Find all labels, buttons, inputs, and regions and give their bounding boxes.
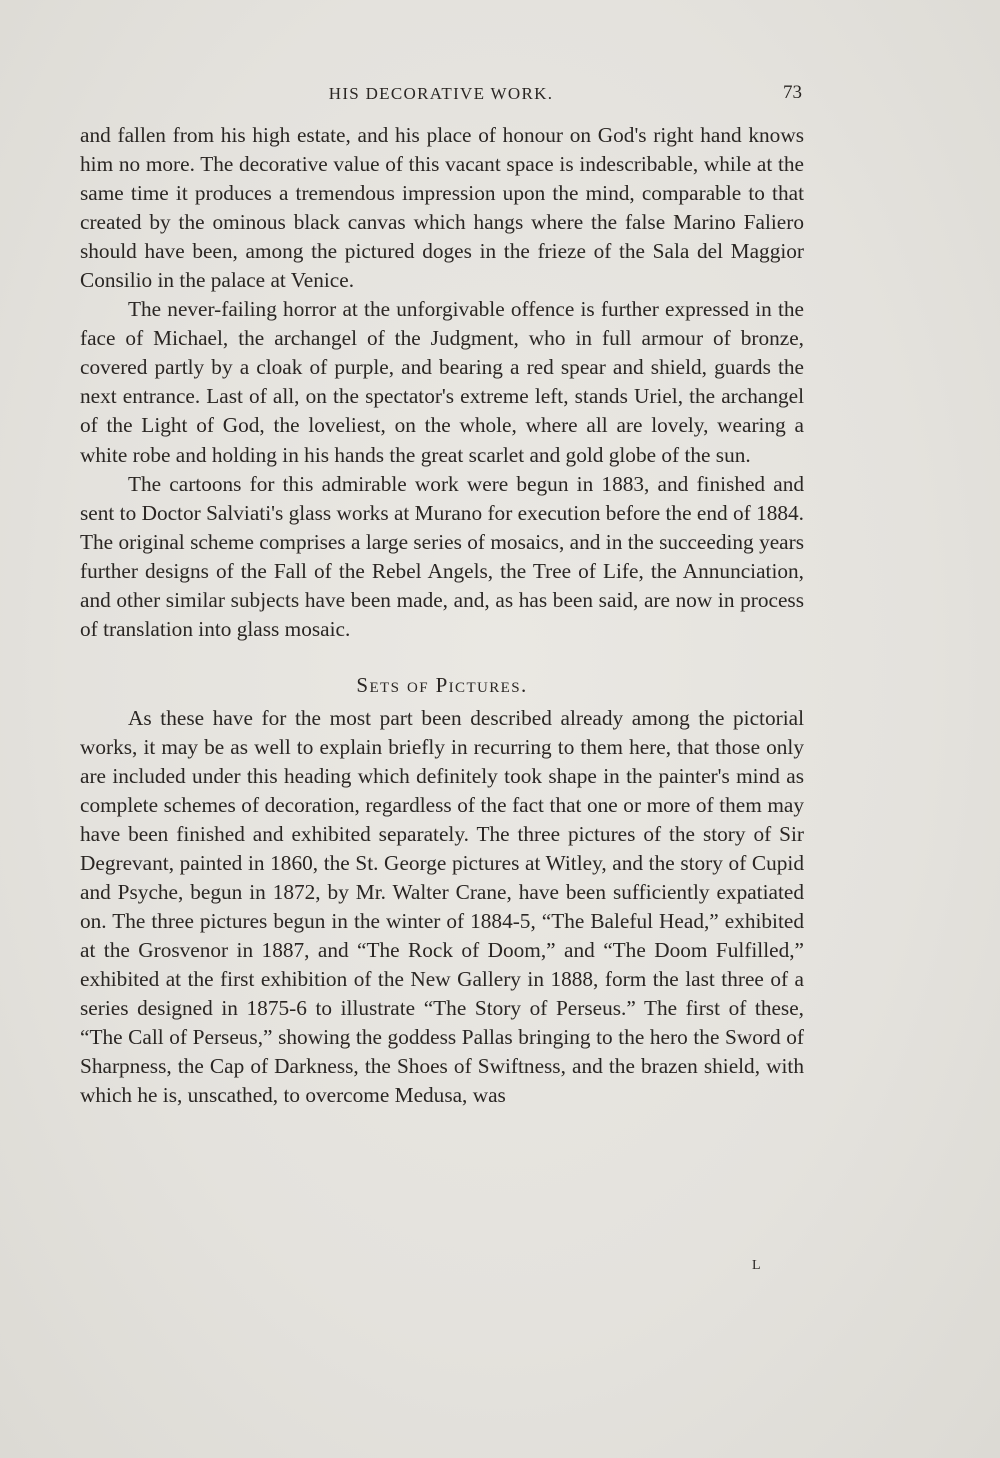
- paragraph-michael-uriel: The never-failing horror at the unforgivable offence is further expressed in the face of Michael, the archangel of the Judgment, who in full armour of bronze, covered partly by a cloak of purple, and bearing a red spear and shield, guards the next entrance. Last of all, on the spectator's extreme left, stands Uriel, the archangel of the Light of God, the loveliest, on the whole, where all are lovely, wearing a white robe and holding in his hands the great scarlet and gold globe of the sun.: [80, 297, 804, 467]
- running-head: [80, 80, 802, 110]
- paragraph-continuation: and fallen from his high estate, and his place of honour on God's right hand knows him no more. The decorative value of this vacant space is indescribable, while at the same time it produces a tremendous impression upon the mind, comparable to that created by the ominous black canvas which hangs where the false Marino Faliero should have been, among the pictured doges in the frieze of the Sala del Maggior Consilio in the palace at Venice.: [80, 123, 804, 293]
- running-title: HIS DECORATIVE WORK.: [328, 84, 554, 103]
- page-number: 73: [783, 82, 802, 103]
- paragraph-cartoons: The cartoons for this admirable work were begun in 1883, and finished and sent to Doctor Salviati's glass works at Murano for execution before the end of 1884. The original scheme comprises a large series of mosaics, and in the succeeding years further designs of the Fall of the Rebel Angels, the Tree of Life, the Annunciation, and other similar subjects have been made, and, as has been said, are now in process of translation into glass mosaic.: [80, 471, 804, 641]
- paragraph-sets-of-pictures: As these have for the most part been described already among the pictorial works, it may be as well to explain briefly in recurring to them here, that those only are included under this heading which definitely took shape in the painter's mind as complete schemes of decoration, regardless of the fact that one or more of them may have been finished and exhibited separately. The three pictures of the story of Sir Degrevant, painted in 1860, the St. George pictures at Witley, and the story of Cupid and Psyche, begun in 1872, by Mr. Walter Crane, have been sufficiently expatiated on. The three pictures begun in the winter of 1884-5, “The Baleful Head,” exhibited at the Grosvenor in 1887, and “The Rock of Doom,” and “The Doom Fulfilled,” exhibited at the first exhibition of the New Gallery in 1888, form the last three of a series designed in 1875-6 to illustrate “The Story of Perseus.” The first of these, “The Call of Perseus,” showing the goddess Pallas bringing to the hero the Sword of Sharpness, the Cap of Darkness, the Shoes of Swiftness, and the brazen shield, with which he is, unscathed, to overcome Medusa, was: [80, 705, 804, 1108]
- signature-mark: L: [752, 1258, 762, 1273]
- body-text: [80, 121, 804, 1111]
- section-heading: Sets of Pictures.: [356, 672, 528, 697]
